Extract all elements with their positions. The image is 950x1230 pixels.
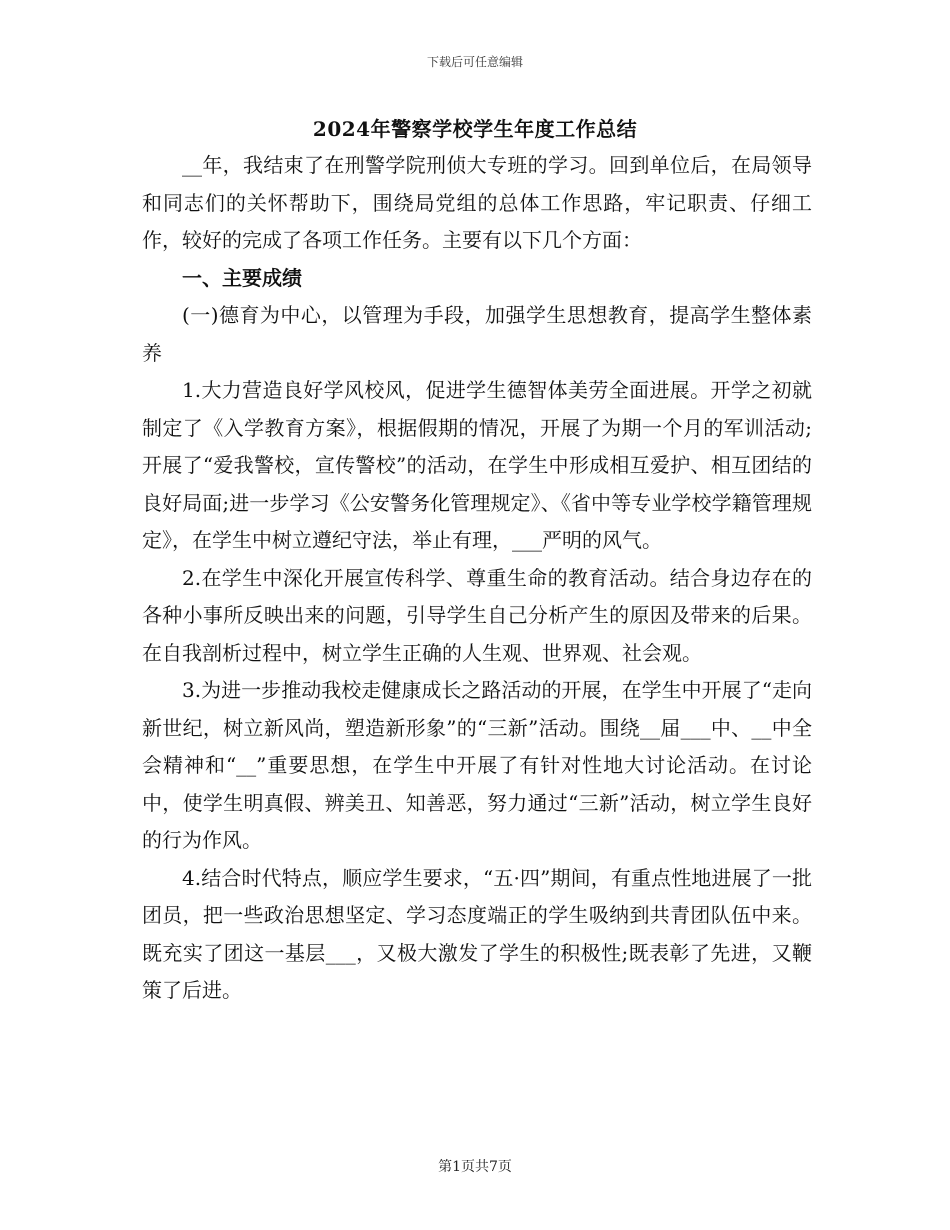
item-paragraph-1: 1.大力营造良好学风校风，促进学生德智体美劳全面进展。开学之初就制定了《入学教育方案》，根据假期的情况，开展了为期一个月的军训活动;开展了“爱我警校，宣传警校”的活动，在学生中形成相互爱护、相互团结的良好局面;进一步学习《公安警务化管理规定》、《省中等专业学校学籍管理规定》，在学生中树立遵纪守法，举止有理，___严明的风气。 xyxy=(142,378,812,552)
document-body xyxy=(142,147,812,1010)
subsection-paragraph: (一)德育为中心，以管理为手段，加强学生思想教育，提高学生整体素养 xyxy=(142,303,812,365)
intro-paragraph: __年，我结束了在刑警学院刑侦大专班的学习。回到单位后，在局领导和同志们的关怀帮助下，围绕局党组的总体工作思路，牢记职责、仔细工作，较好的完成了各项工作任务。主要有以下几个方面： xyxy=(142,153,812,252)
item-paragraph-2: 2.在学生中深化开展宣传科学、尊重生命的教育活动。结合身边存在的各种小事所反映出来的问题，引导学生自己分析产生的原因及带来的后果。在自我剖析过程中，树立学生正确的人生观、世界观、社会观。 xyxy=(142,565,812,665)
page-number: 第1页共7页 xyxy=(438,1159,512,1175)
header-note: 下载后可任意编辑 xyxy=(426,55,523,69)
document-title: 2024年警察学校学生年度工作总结 xyxy=(312,117,638,141)
item-paragraph-3: 3.为进一步推动我校走健康成长之路活动的开展，在学生中开展了“走向新世纪，树立新风尚，塑造新形象”的“三新”活动。围绕__届___中、__中全会精神和“__”重要思想，在学生中开展了有针对性地大讨论活动。在讨论中，使学生明真假、辨美丑、知善恶，努力通过“三新”活动，树立学生良好的行为作风。 xyxy=(142,678,812,852)
item-paragraph-4: 4.结合时代特点，顺应学生要求，“五·四”期间，有重点性地进展了一批团员，把一些政治思想坚定、学习态度端正的学生吸纳到共青团队伍中来。既充实了团这一基层___，又极大激发了学生的积极性;既表彰了先进，又鞭策了后进。 xyxy=(142,865,812,1002)
section-heading: 一、主要成绩 xyxy=(182,265,302,290)
